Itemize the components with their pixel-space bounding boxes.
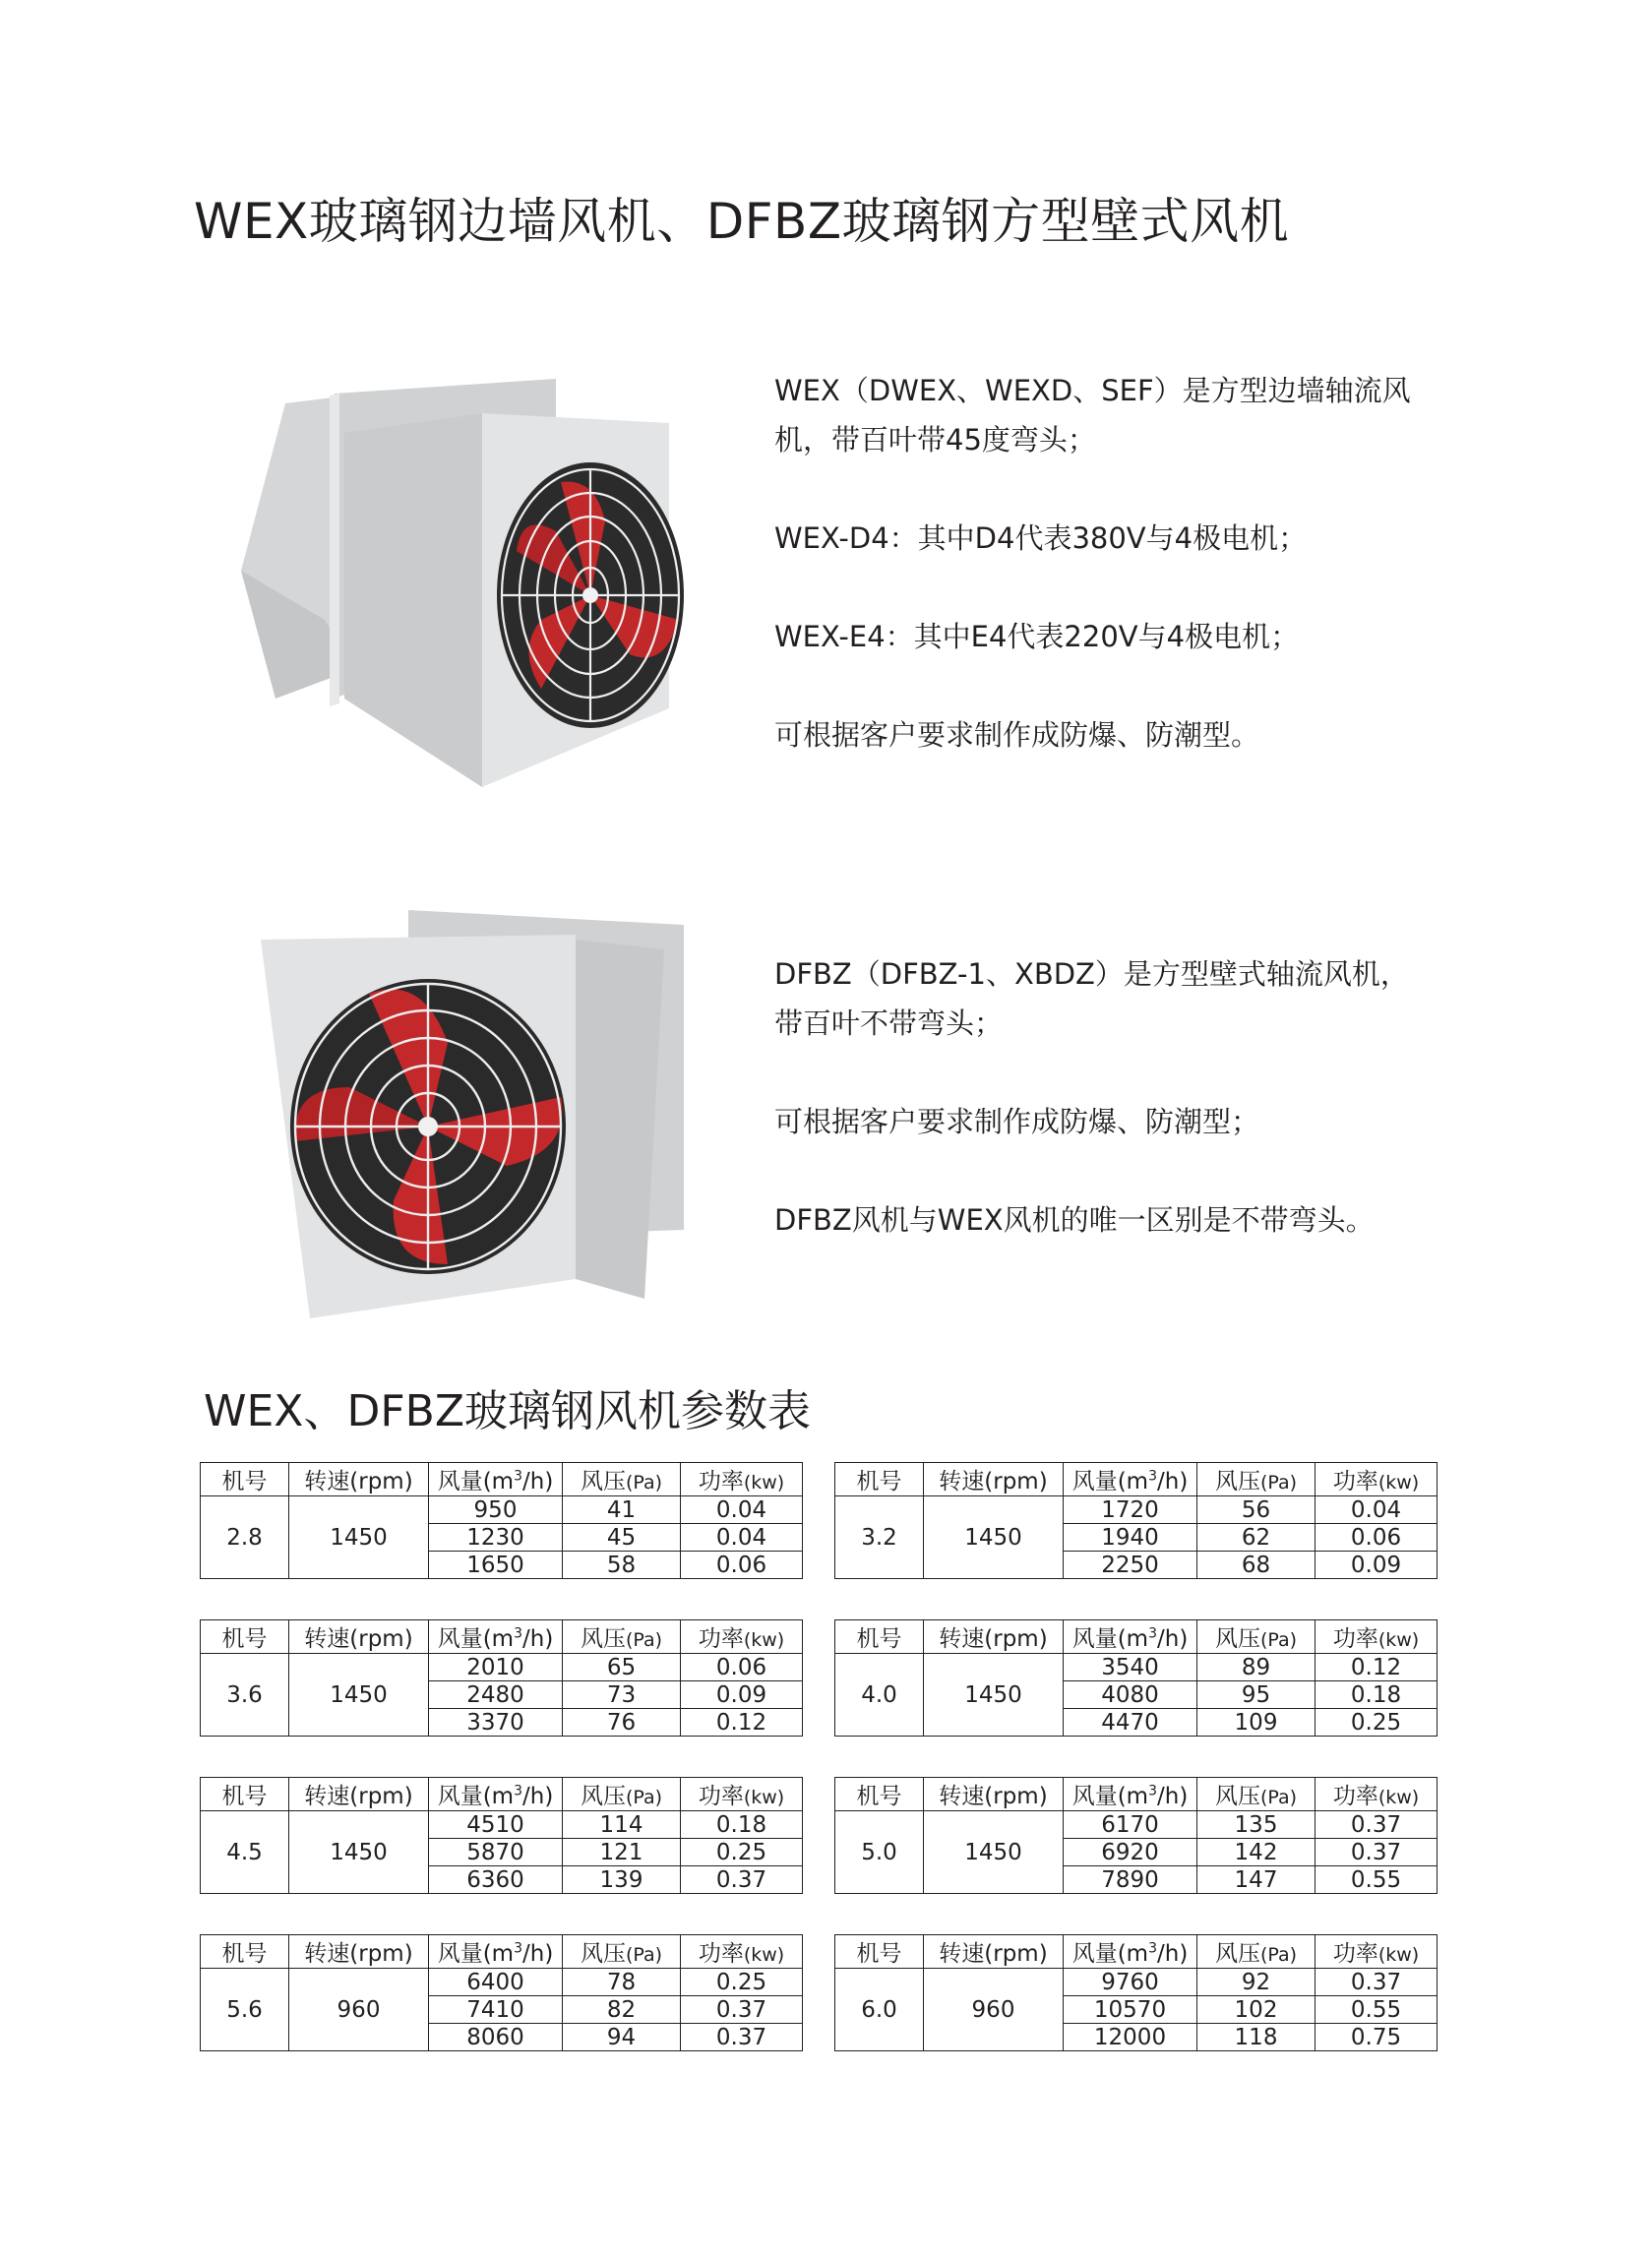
pressure-cell: 68 bbox=[1197, 1552, 1315, 1579]
model-cell: 4.5 bbox=[201, 1811, 289, 1894]
header-flow: 风量$(m^3/h)$ bbox=[1064, 1778, 1197, 1811]
power-cell: 0.12 bbox=[681, 1709, 803, 1737]
dfbz-desc-line: DFBZ风机与WEX风机的唯一区别是不带弯头。 bbox=[774, 1203, 1375, 1237]
table-header-row bbox=[835, 1778, 1438, 1811]
model-cell: 2.8 bbox=[201, 1496, 289, 1579]
header-model: 机号 bbox=[835, 1463, 924, 1496]
flow-cell: 10570 bbox=[1064, 1996, 1197, 2024]
power-cell: 0.09 bbox=[1315, 1552, 1438, 1579]
header-pressure: 风压(Pa) bbox=[563, 1463, 681, 1496]
header-power: 功率(kw) bbox=[681, 1778, 803, 1811]
power-cell: 0.37 bbox=[681, 1996, 803, 2024]
header-pressure: 风压(Pa) bbox=[1197, 1463, 1315, 1496]
dfbz-fan-image bbox=[251, 905, 684, 1318]
wex-desc-line: WEX（DWEX、WEXD、SEF）是方型边墙轴流风 bbox=[774, 374, 1411, 407]
power-cell: 0.12 bbox=[1315, 1654, 1438, 1681]
power-cell: 0.06 bbox=[681, 1654, 803, 1681]
pressure-cell: 142 bbox=[1197, 1839, 1315, 1866]
table-header-row bbox=[201, 1935, 803, 1969]
page-title: WEX玻璃钢边墙风机、DFBZ玻璃钢方型壁式风机 bbox=[194, 193, 1290, 250]
power-cell: 0.25 bbox=[681, 1839, 803, 1866]
model-cell: 5.0 bbox=[835, 1811, 924, 1894]
model-cell: 4.0 bbox=[835, 1654, 924, 1737]
header-speed: 转速(rpm) bbox=[289, 1463, 429, 1496]
header-power: 功率(kw) bbox=[1315, 1620, 1438, 1654]
table-row bbox=[835, 1811, 1438, 1839]
dfbz-desc-line: 可根据客户要求制作成防爆、防潮型； bbox=[774, 1105, 1260, 1138]
speed-cell: 1450 bbox=[289, 1496, 429, 1579]
power-cell: 0.04 bbox=[681, 1524, 803, 1552]
flow-cell: 950 bbox=[429, 1496, 563, 1524]
wex-desc-line bbox=[774, 563, 1483, 612]
table-row bbox=[835, 1654, 1438, 1681]
header-speed: 转速(rpm) bbox=[289, 1620, 429, 1654]
speed-cell: 1450 bbox=[924, 1654, 1064, 1737]
model-cell: 3.6 bbox=[201, 1654, 289, 1737]
header-speed: 转速(rpm) bbox=[924, 1778, 1064, 1811]
table-header-row bbox=[201, 1463, 803, 1496]
header-speed: 转速(rpm) bbox=[924, 1935, 1064, 1969]
spec-table bbox=[834, 1934, 1438, 2051]
header-power: 功率(kw) bbox=[681, 1620, 803, 1654]
header-pressure: 风压(Pa) bbox=[563, 1935, 681, 1969]
header-model: 机号 bbox=[201, 1935, 289, 1969]
pressure-cell: 65 bbox=[563, 1654, 681, 1681]
flow-cell: 4510 bbox=[429, 1811, 563, 1839]
power-cell: 0.04 bbox=[1315, 1496, 1438, 1524]
spec-table bbox=[834, 1462, 1438, 1579]
pressure-cell: 139 bbox=[563, 1866, 681, 1894]
speed-cell: 1450 bbox=[289, 1654, 429, 1737]
wex-desc-line: 可根据客户要求制作成防爆、防潮型。 bbox=[774, 718, 1260, 752]
power-cell: 0.37 bbox=[681, 1866, 803, 1894]
header-pressure: 风压(Pa) bbox=[1197, 1778, 1315, 1811]
flow-cell: 3370 bbox=[429, 1709, 563, 1737]
table-row bbox=[201, 1811, 803, 1839]
header-model: 机号 bbox=[835, 1935, 924, 1969]
header-flow: 风量$(m^3/h)$ bbox=[1064, 1620, 1197, 1654]
header-model: 机号 bbox=[835, 1778, 924, 1811]
pressure-cell: 147 bbox=[1197, 1866, 1315, 1894]
wex-desc-line bbox=[774, 661, 1483, 710]
header-flow: 风量$(m^3/h)$ bbox=[429, 1463, 563, 1496]
spec-table bbox=[834, 1619, 1438, 1737]
header-flow: 风量$(m^3/h)$ bbox=[429, 1778, 563, 1811]
flow-cell: 8060 bbox=[429, 2024, 563, 2051]
pressure-cell: 114 bbox=[563, 1811, 681, 1839]
flow-cell: 7410 bbox=[429, 1996, 563, 2024]
pressure-cell: 78 bbox=[563, 1969, 681, 1996]
flow-cell: 1940 bbox=[1064, 1524, 1197, 1552]
spec-table bbox=[200, 1777, 803, 1894]
pressure-cell: 45 bbox=[563, 1524, 681, 1552]
header-pressure: 风压(Pa) bbox=[563, 1778, 681, 1811]
pressure-cell: 41 bbox=[563, 1496, 681, 1524]
spec-table bbox=[200, 1619, 803, 1737]
table-header-row bbox=[201, 1620, 803, 1654]
flow-cell: 6360 bbox=[429, 1866, 563, 1894]
flow-cell: 4470 bbox=[1064, 1709, 1197, 1737]
flow-cell: 7890 bbox=[1064, 1866, 1197, 1894]
power-cell: 0.37 bbox=[1315, 1839, 1438, 1866]
header-power: 功率(kw) bbox=[681, 1935, 803, 1969]
pressure-cell: 62 bbox=[1197, 1524, 1315, 1552]
dfbz-desc-line bbox=[774, 1048, 1483, 1097]
flow-cell: 2250 bbox=[1064, 1552, 1197, 1579]
header-model: 机号 bbox=[201, 1778, 289, 1811]
table-title: WEX、DFBZ玻璃钢风机参数表 bbox=[204, 1386, 811, 1436]
flow-cell: 6170 bbox=[1064, 1811, 1197, 1839]
header-flow: 风量$(m^3/h)$ bbox=[429, 1620, 563, 1654]
dfbz-desc-line: DFBZ（DFBZ-1、XBDZ）是方型壁式轴流风机， bbox=[774, 957, 1409, 991]
power-cell: 0.37 bbox=[1315, 1811, 1438, 1839]
wex-description bbox=[774, 366, 1483, 760]
flow-cell: 6400 bbox=[429, 1969, 563, 1996]
header-model: 机号 bbox=[201, 1620, 289, 1654]
table-header-row bbox=[835, 1935, 1438, 1969]
power-cell: 0.75 bbox=[1315, 2024, 1438, 2051]
power-cell: 0.09 bbox=[681, 1681, 803, 1709]
speed-cell: 1450 bbox=[924, 1496, 1064, 1579]
header-power: 功率(kw) bbox=[681, 1463, 803, 1496]
header-flow: 风量$(m^3/h)$ bbox=[1064, 1935, 1197, 1969]
header-flow: 风量$(m^3/h)$ bbox=[1064, 1463, 1197, 1496]
wex-fan-image bbox=[216, 374, 728, 797]
table-row bbox=[835, 1496, 1438, 1524]
speed-cell: 1450 bbox=[289, 1811, 429, 1894]
table-header-row bbox=[201, 1778, 803, 1811]
speed-cell: 1450 bbox=[924, 1811, 1064, 1894]
header-model: 机号 bbox=[201, 1463, 289, 1496]
pressure-cell: 76 bbox=[563, 1709, 681, 1737]
header-power: 功率(kw) bbox=[1315, 1935, 1438, 1969]
power-cell: 0.55 bbox=[1315, 1866, 1438, 1894]
power-cell: 0.25 bbox=[1315, 1709, 1438, 1737]
dfbz-desc-line bbox=[774, 1146, 1483, 1195]
power-cell: 0.18 bbox=[1315, 1681, 1438, 1709]
header-speed: 转速(rpm) bbox=[289, 1778, 429, 1811]
flow-cell: 1720 bbox=[1064, 1496, 1197, 1524]
flow-cell: 2480 bbox=[429, 1681, 563, 1709]
flow-cell: 1650 bbox=[429, 1552, 563, 1579]
power-cell: 0.37 bbox=[681, 2024, 803, 2051]
dfbz-description bbox=[774, 949, 1483, 1245]
power-cell: 0.37 bbox=[1315, 1969, 1438, 1996]
wex-desc-line bbox=[774, 464, 1483, 514]
header-speed: 转速(rpm) bbox=[924, 1463, 1064, 1496]
table-row bbox=[201, 1654, 803, 1681]
table-row bbox=[201, 1969, 803, 1996]
pressure-cell: 82 bbox=[563, 1996, 681, 2024]
flow-cell: 5870 bbox=[429, 1839, 563, 1866]
power-cell: 0.55 bbox=[1315, 1996, 1438, 2024]
speed-cell: 960 bbox=[289, 1969, 429, 2051]
pressure-cell: 58 bbox=[563, 1552, 681, 1579]
flow-cell: 3540 bbox=[1064, 1654, 1197, 1681]
flow-cell: 2010 bbox=[429, 1654, 563, 1681]
header-speed: 转速(rpm) bbox=[289, 1935, 429, 1969]
pressure-cell: 92 bbox=[1197, 1969, 1315, 1996]
model-cell: 5.6 bbox=[201, 1969, 289, 2051]
spec-table bbox=[200, 1462, 803, 1579]
header-pressure: 风压(Pa) bbox=[563, 1620, 681, 1654]
flow-cell: 1230 bbox=[429, 1524, 563, 1552]
spec-table bbox=[200, 1934, 803, 2051]
pressure-cell: 102 bbox=[1197, 1996, 1315, 2024]
power-cell: 0.06 bbox=[681, 1552, 803, 1579]
pressure-cell: 94 bbox=[563, 2024, 681, 2051]
table-header-row bbox=[835, 1463, 1438, 1496]
header-flow: 风量$(m^3/h)$ bbox=[429, 1935, 563, 1969]
header-power: 功率(kw) bbox=[1315, 1463, 1438, 1496]
speed-cell: 960 bbox=[924, 1969, 1064, 2051]
dfbz-desc-line: 带百叶不带弯头； bbox=[774, 1006, 1004, 1040]
flow-cell: 12000 bbox=[1064, 2024, 1197, 2051]
power-cell: 0.25 bbox=[681, 1969, 803, 1996]
table-row bbox=[201, 1496, 803, 1524]
header-pressure: 风压(Pa) bbox=[1197, 1620, 1315, 1654]
pressure-cell: 56 bbox=[1197, 1496, 1315, 1524]
model-cell: 3.2 bbox=[835, 1496, 924, 1579]
table-header-row bbox=[835, 1620, 1438, 1654]
pressure-cell: 95 bbox=[1197, 1681, 1315, 1709]
spec-table bbox=[834, 1777, 1438, 1894]
wex-desc-line: WEX-E4：其中E4代表220V与4极电机； bbox=[774, 620, 1300, 653]
wex-desc-line: 机，带百叶带45度弯头； bbox=[774, 423, 1096, 457]
pressure-cell: 121 bbox=[563, 1839, 681, 1866]
power-cell: 0.04 bbox=[681, 1496, 803, 1524]
pressure-cell: 135 bbox=[1197, 1811, 1315, 1839]
header-speed: 转速(rpm) bbox=[924, 1620, 1064, 1654]
pressure-cell: 89 bbox=[1197, 1654, 1315, 1681]
pressure-cell: 109 bbox=[1197, 1709, 1315, 1737]
table-row bbox=[835, 1969, 1438, 1996]
model-cell: 6.0 bbox=[835, 1969, 924, 2051]
header-power: 功率(kw) bbox=[1315, 1778, 1438, 1811]
power-cell: 0.06 bbox=[1315, 1524, 1438, 1552]
pressure-cell: 73 bbox=[563, 1681, 681, 1709]
flow-cell: 4080 bbox=[1064, 1681, 1197, 1709]
header-pressure: 风压(Pa) bbox=[1197, 1935, 1315, 1969]
pressure-cell: 118 bbox=[1197, 2024, 1315, 2051]
wex-desc-line: WEX-D4：其中D4代表380V与4极电机； bbox=[774, 521, 1308, 555]
header-model: 机号 bbox=[835, 1620, 924, 1654]
power-cell: 0.18 bbox=[681, 1811, 803, 1839]
flow-cell: 9760 bbox=[1064, 1969, 1197, 1996]
flow-cell: 6920 bbox=[1064, 1839, 1197, 1866]
